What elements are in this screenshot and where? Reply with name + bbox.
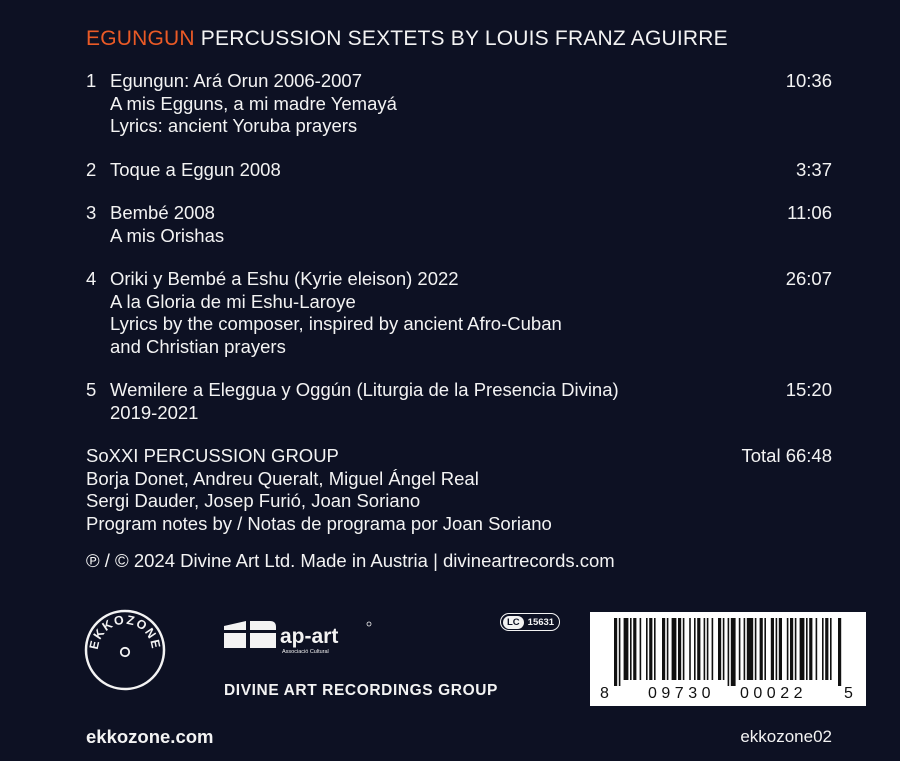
barcode-bar <box>707 618 709 680</box>
barcode-bar <box>809 618 812 680</box>
barcode-bar <box>806 618 808 680</box>
barcode-bar <box>760 618 763 680</box>
barcode-bar <box>776 618 778 680</box>
barcode-bar <box>731 618 736 686</box>
lc-code: 15631 <box>527 616 555 628</box>
barcode-first-digit: 8 <box>600 685 609 702</box>
track-lyrics-note: Lyrics: ancient Yoruba prayers <box>110 115 358 136</box>
track-duration: 26:07 <box>785 268 832 289</box>
track-number: 5 <box>86 379 97 400</box>
track-dedication: A la Gloria de mi Eshu-Laroye <box>110 290 356 312</box>
barcode-bar <box>683 618 685 680</box>
barcode-bar <box>800 618 805 680</box>
barcode-bar <box>795 618 797 680</box>
track-number: 2 <box>86 158 97 180</box>
barcode-left-digits: 09730 <box>648 685 715 702</box>
barcode-bar <box>838 618 841 686</box>
total-duration: Total 66:48 <box>741 445 832 466</box>
track-number: 4 <box>86 268 97 289</box>
barcode-bar <box>667 618 669 680</box>
track-duration: 15:20 <box>785 379 832 400</box>
track-title: Toque a Eggun 2008 <box>110 158 281 180</box>
barcode-bar <box>830 618 832 680</box>
footer-website: ekkozone.com <box>86 726 214 747</box>
barcode-bar <box>697 618 700 680</box>
barcode-bar <box>816 618 818 680</box>
barcode-bar <box>718 618 721 680</box>
barcode-bar <box>619 618 621 686</box>
ensemble-members-1: Borja Donet, Andreu Queralt, Miguel Ángel Real <box>86 467 479 489</box>
ensemble-members-2: Sergi Dauder, Josep Furió, Joan Soriano <box>86 490 421 511</box>
barcode-bar <box>822 618 824 680</box>
track-list <box>86 70 832 445</box>
copyright-line: ℗ / © 2024 Divine Art Ltd. Made in Austria | divineartrecords.com <box>86 550 615 571</box>
barcode-bar <box>649 618 652 680</box>
barcode-bar <box>704 618 706 680</box>
ekkozone-logo-icon <box>84 609 166 691</box>
apart-mark-left-icon <box>224 621 246 648</box>
divine-art-group: DIVINE ART RECORDINGS GROUP <box>224 682 498 699</box>
track-dedication: A mis Egguns, a mi madre Yemayá <box>110 92 397 114</box>
ensemble-credits <box>86 445 832 535</box>
track-dedication: A mis Orishas <box>110 224 225 246</box>
track-1 <box>86 70 832 138</box>
barcode-bar <box>712 618 714 680</box>
barcode-svg <box>590 612 866 706</box>
barcode-bar <box>694 618 696 680</box>
ensemble-name: SoXXI PERCUSSION GROUP <box>86 445 339 466</box>
barcode-bar <box>790 618 793 680</box>
title-rest: PERCUSSION SEXTETS BY LOUIS FRANZ AGUIRRE <box>194 27 728 50</box>
track-title: Wemilere a Eleggua y Oggún (Liturgia de la Presencia Divina) <box>110 379 619 400</box>
apart-name: ap-art <box>280 625 339 648</box>
track-lyrics-note-cont: and Christian prayers <box>110 335 286 357</box>
track-duration: 3:37 <box>795 158 832 180</box>
track-5 <box>86 379 832 424</box>
barcode-right-digits: 00022 <box>740 685 807 702</box>
apart-mark-right-icon <box>250 621 276 648</box>
apart-logo <box>222 616 382 661</box>
barcode-bar <box>744 618 746 680</box>
barcode-bar <box>787 618 789 680</box>
barcode-bar <box>771 618 774 680</box>
track-title: Bembé 2008 <box>110 202 215 223</box>
barcode-bar <box>672 618 677 680</box>
program-notes-credit: Program notes by / Notas de programa por Joan Soriano <box>86 512 552 534</box>
title-accent: EGUNGUN <box>86 27 195 50</box>
barcode-bar <box>747 618 753 680</box>
barcode-check-digit: 5 <box>844 685 853 702</box>
barcode-bar <box>689 618 691 680</box>
track-duration: 11:06 <box>787 202 832 223</box>
album-title <box>86 27 728 51</box>
track-4 <box>86 268 832 358</box>
barcode-bar <box>646 618 648 680</box>
barcode-bar <box>739 618 741 680</box>
ekkozone-logo-text: EKKOZONE <box>86 612 164 651</box>
track-duration: 10:36 <box>785 70 832 91</box>
barcode-bar <box>678 618 681 680</box>
lc-tag: LC <box>503 616 524 629</box>
apart-subtitle: Associació Cultural <box>282 649 329 655</box>
track-title: Egungun: Ará Orun 2006-2007 <box>110 70 362 91</box>
track-3 <box>86 202 832 247</box>
barcode-bar <box>640 618 642 680</box>
barcode-bar <box>723 618 725 680</box>
barcode-bar <box>654 618 656 680</box>
barcode-bar <box>825 618 828 680</box>
apart-logo-svg <box>222 616 382 656</box>
track-lyrics-note: Lyrics by the composer, inspired by ancient Afro-Cuban <box>110 313 562 334</box>
track-years: 2019-2021 <box>110 401 199 423</box>
barcode-bar <box>779 618 782 680</box>
track-title: Oriki y Bembé a Eshu (Kyrie eleison) 2022 <box>110 268 459 289</box>
barcode-bar <box>633 618 636 680</box>
track-number: 1 <box>86 70 97 91</box>
barcode <box>590 612 866 706</box>
barcode-bar <box>755 618 757 680</box>
barcode-bar <box>614 618 617 686</box>
barcode-bar <box>624 618 629 680</box>
track-2 <box>86 159 832 182</box>
svg-text:EKKOZONE <box>87 613 163 651</box>
barcode-bar <box>764 618 766 680</box>
label-code-badge <box>500 613 560 631</box>
track-number: 3 <box>86 202 97 223</box>
ekkozone-logo-svg <box>84 609 166 691</box>
barcode-bar <box>630 618 632 680</box>
barcode-bar <box>662 618 665 680</box>
catalog-number: ekkozone02 <box>740 727 832 746</box>
barcode-bar <box>728 618 730 686</box>
